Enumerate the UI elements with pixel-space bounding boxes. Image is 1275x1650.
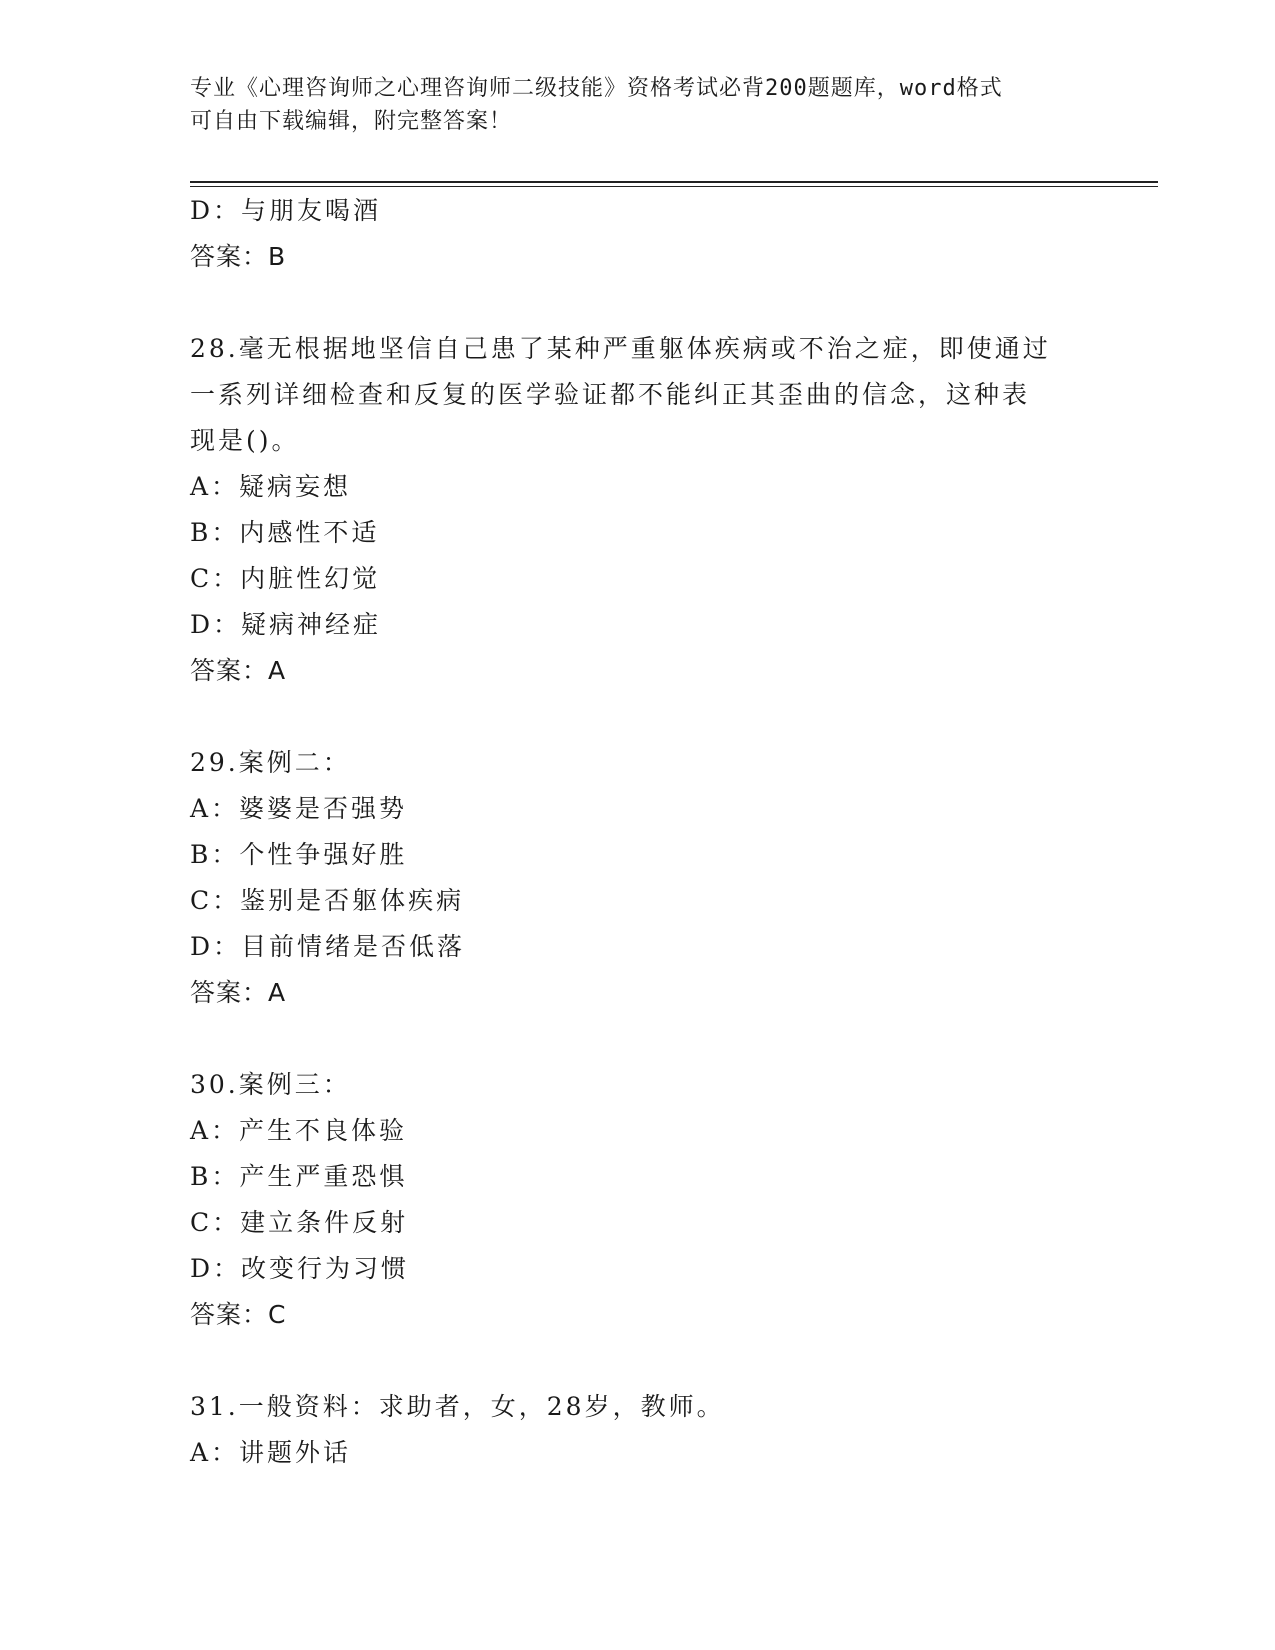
option-c: C：内脏性幻觉	[190, 564, 381, 593]
question-stem-line: 28.毫无根据地坚信自己患了某种严重躯体疾病或不治之症，即使通过	[190, 334, 1051, 363]
option-d: D：疑病神经症	[190, 610, 382, 639]
question-stem-line: 29.案例二：	[190, 748, 351, 777]
header-divider	[190, 181, 1158, 187]
question-30	[190, 1062, 1090, 1338]
option-d: D：与朋友喝酒	[190, 196, 382, 225]
option-c: C：建立条件反射	[190, 1208, 409, 1237]
question-stem-line: 30.案例三：	[190, 1070, 351, 1099]
option-b: B：个性争强好胜	[190, 840, 408, 869]
option-a: A：讲题外话	[190, 1438, 352, 1467]
option-a: A：产生不良体验	[190, 1116, 408, 1145]
answer-line: 答案：C	[190, 1300, 287, 1329]
question-31	[190, 1384, 1090, 1476]
answer-line: 答案：B	[190, 242, 287, 271]
option-a: A：婆婆是否强势	[190, 794, 408, 823]
header-line-2: 可自由下载编辑，附完整答案！	[190, 109, 513, 134]
header-line-1: 专业《心理咨询师之心理咨询师二级技能》资格考试必背200题题库，word格式	[190, 76, 1003, 101]
option-c: C：鉴别是否躯体疾病	[190, 886, 465, 915]
previous-question-tail	[190, 188, 1090, 280]
page-header	[190, 72, 1090, 138]
option-a: A：疑病妄想	[190, 472, 352, 501]
question-stem-line: 31.一般资料：求助者，女，28岁，教师。	[190, 1392, 725, 1421]
question-list	[190, 188, 1090, 1476]
option-d: D：目前情绪是否低落	[190, 932, 466, 961]
answer-line: 答案：A	[190, 656, 287, 685]
question-29	[190, 740, 1090, 1016]
answer-line: 答案：A	[190, 978, 287, 1007]
question-28	[190, 326, 1090, 694]
option-b: B：内感性不适	[190, 518, 380, 547]
question-stem-line: 一系列详细检查和反复的医学验证都不能纠正其歪曲的信念，这种表	[190, 380, 1031, 409]
option-b: B：产生严重恐惧	[190, 1162, 408, 1191]
question-stem-line: 现是()。	[190, 426, 300, 455]
option-d: D：改变行为习惯	[190, 1254, 410, 1283]
